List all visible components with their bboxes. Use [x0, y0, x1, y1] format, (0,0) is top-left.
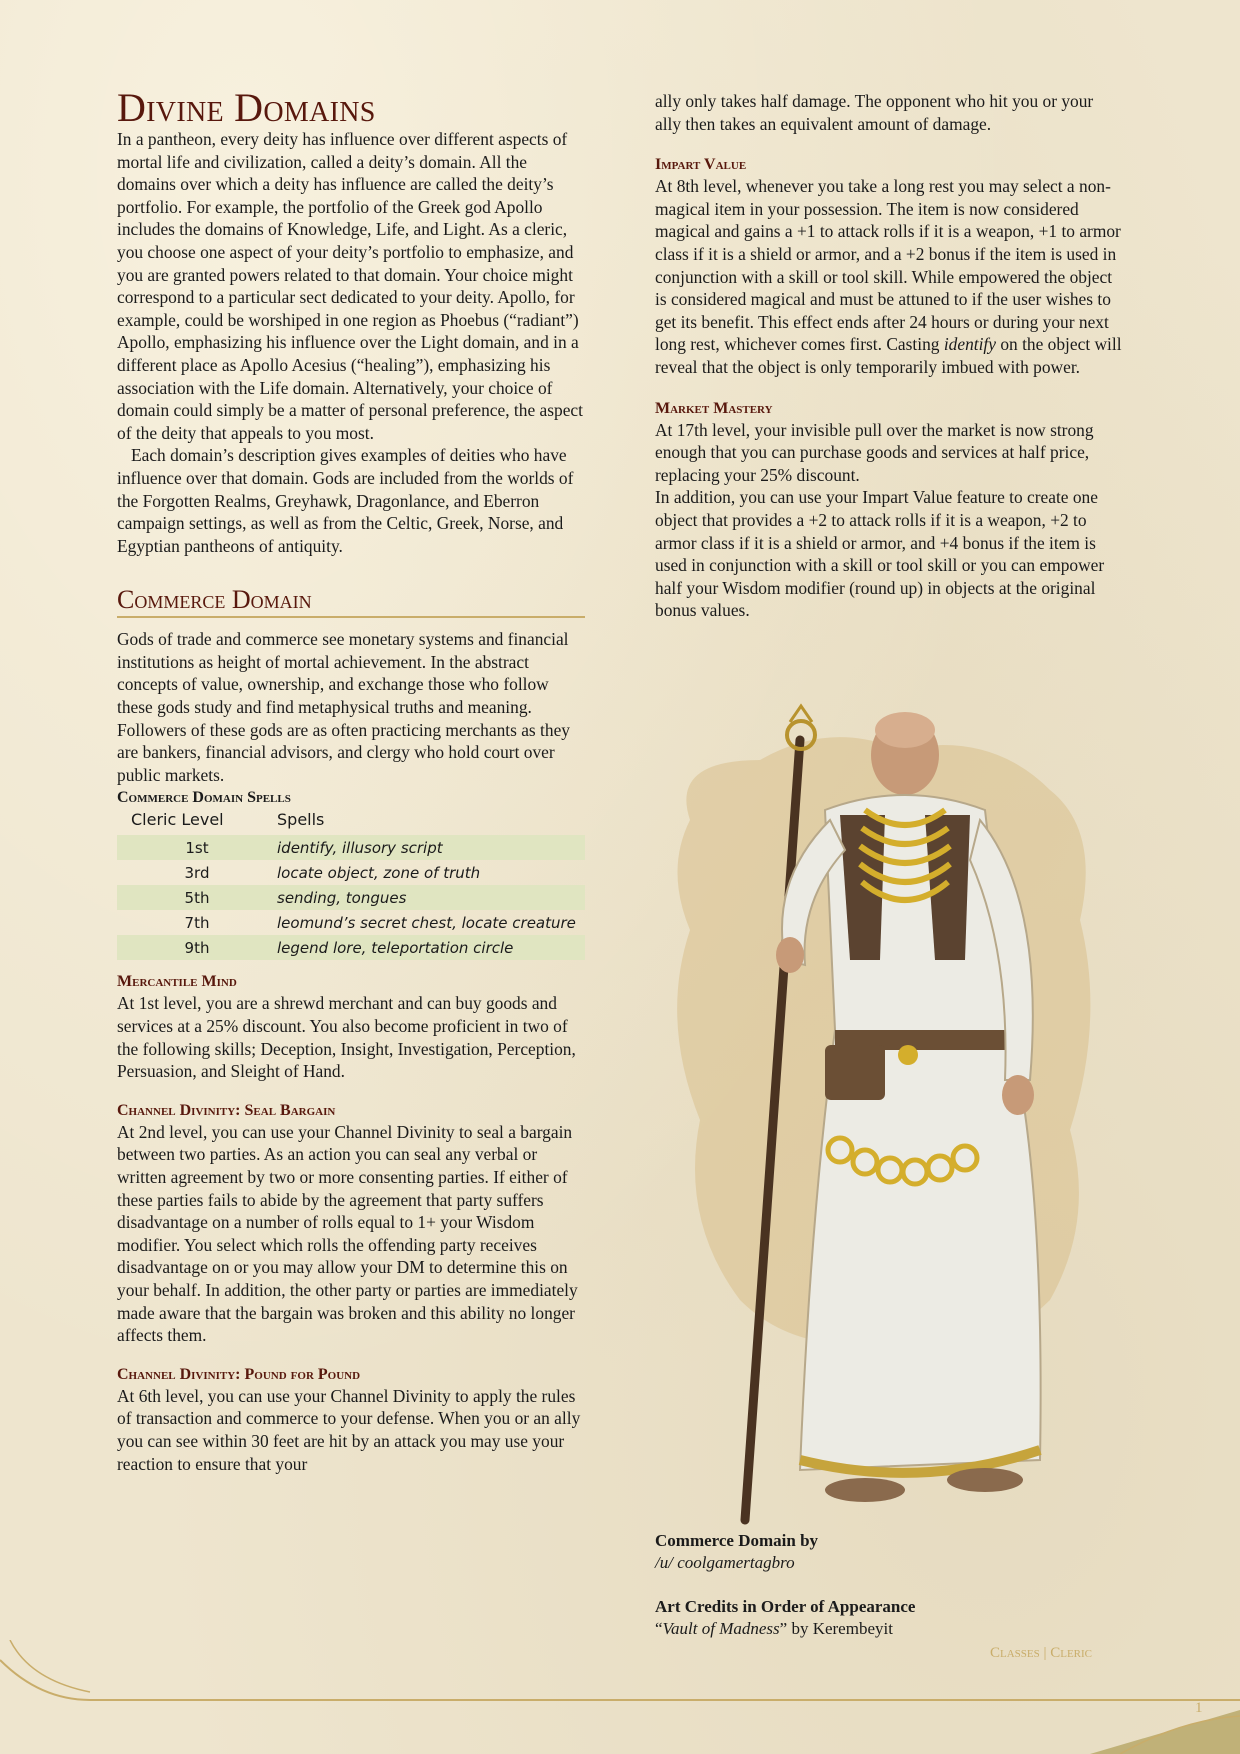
right-column [655, 90, 1123, 622]
intro-paragraph-1: In a pantheon, every deity has influence over different aspects of mortal life and civilization, called a deity’s domain. All the domains over which a deity has influence are called the deity’s portfolio. For example, the portfolio of the Greek god Apollo includes the domains of Knowledge, Life, and Light. As a cleric, you choose one aspect of your deity’s portfolio to emphasize, and you are granted powers related to that domain. Your choice might correspond to a particular sect dedicated to your deity. Apollo, for example, could be worshiped in one region as Phoebus (“radiant”) Apollo, emphasizing his influence over the Light domain, and in a different place as Apollo Acesius (“healing”), emphasizing his association with the Life domain. Alternatively, your choice of domain could simply be a matter of personal preference, the aspect of the deity that appeals to you most. [117, 129, 583, 443]
impart-value-text: At 8th level, whenever you take a long rest you may select a non-magical item in your possession. The item is now considered magical and gains a +1 to attack rolls if it is a weapon, +1 to armor class if it is a shield or armor, and a +2 bonus if the item is used in conjunction with a skill or tool skill. While empowered the object is considered magical and must be attuned to if the user wishes to get its benefit. This effect ends after 24 hours or during your next long rest, whichever comes first. Casting identify on the object will reveal that the object is only temporarily imbued with power. [655, 176, 1122, 377]
pound-for-pound-continued: ally only takes half damage. The opponent who hit you or your ally then takes an equivalent amount of damage. [655, 91, 1094, 134]
footer-section: Classes | Cleric [990, 1645, 1093, 1661]
spells-table-title: Commerce Domain Spells [117, 789, 291, 807]
page-title: Divine Domains [117, 85, 376, 130]
spells-col-level: Cleric Level [131, 810, 224, 830]
cleric-illustration [650, 700, 1110, 1550]
market-mastery-text-1: At 17th level, your invisible pull over the market is now strong enough that you can purchase goods and services at half price, replacing your 25% discount. [655, 419, 1094, 485]
table-row [117, 835, 585, 860]
credits [655, 1530, 1123, 1640]
spell-list: identify, illusory script [277, 835, 585, 860]
pound-for-pound-heading: Channel Divinity: Pound for Pound [117, 1365, 361, 1383]
spell-list: legend lore, teleportation circle [277, 935, 585, 960]
domain-intro: Gods of trade and commerce see monetary systems and financial institutions as height of mortal achievement. In the abstract concepts of value, ownership, and exchange those who follow these gods study and find metaphysical truths and meaning. Followers of these gods are as often practicing merchants as they are bankers, financial advisors, and clergy who hold court over public markets. [117, 629, 570, 785]
table-row [117, 860, 585, 885]
spell-level: 1st [117, 835, 277, 860]
spells-col-spells: Spells [277, 810, 325, 830]
left-column [117, 85, 585, 1475]
page-number: 1 [1195, 1700, 1203, 1716]
spell-level: 9th [117, 935, 277, 960]
table-row [117, 910, 585, 935]
table-row [117, 935, 585, 960]
seal-bargain-text: At 2nd level, you can use your Channel Divinity to seal a bargain between two parties. As an action you can seal any verbal or written agreement by two or more consenting parties. If either of these parties fails to abide by the agreement that party suffers disadvantage on a number of rolls equal to 1+ your Wisdom modifier. You select which rolls the offending party receives disadvantage on or you may allow your DM to determine this on your behalf. In addition, the other party or parties are immediately made aware that the bargain was broken and this ability no longer affects them. [117, 1121, 578, 1346]
domain-credit-label: Commerce Domain by [655, 1531, 819, 1550]
art-credit-work: Vault of Madness [662, 1619, 780, 1638]
market-mastery-heading: Market Mastery [655, 399, 773, 417]
market-mastery-text-2: In addition, you can use your Impart Value feature to create one object that provides a +2 to attack rolls if it is a weapon, +2 to armor class if it is a shield or armor, and +4 bonus if the item is used in conjunction with a skill or tool skill or you can empower half your Wisdom modifier (round up) in objects at the original bonus values. [655, 487, 1105, 621]
identify-spell: identify [943, 334, 996, 355]
spell-list: leomund’s secret chest, locate creature [277, 913, 576, 932]
intro-paragraph-2: Each domain’s description gives examples of deities who have influence over that domain. Gods are included from the worlds of the Forgotten Realms, Greyhawk, Dragonlance, and Eberron campaign settings, as well as from the Celtic, Greek, Norse, and Egyptian pantheons of antiquity. [117, 445, 574, 556]
art-credits-title: Art Credits in Order of Appearance [655, 1597, 916, 1616]
spell-list: locate object, zone of truth [277, 863, 481, 882]
pound-for-pound-text: At 6th level, you can use your Channel Divinity to apply the rules of transaction and commerce to your defense. When you or an ally you can see within 30 feet are hit by an attack you may use your reaction to ensure that your [117, 1385, 581, 1474]
domain-credit-author: /u/ coolgamertagbro [655, 1553, 795, 1572]
mercantile-mind-heading: Mercantile Mind [117, 973, 237, 991]
spells-table [117, 808, 585, 960]
seal-bargain-heading: Channel Divinity: Seal Bargain [117, 1101, 336, 1119]
spell-level: 3rd [184, 863, 210, 882]
impart-value-heading: Impart Value [655, 156, 747, 174]
art-credit-line: “Vault of Madness” by Kerembeyit [655, 1619, 893, 1638]
domain-heading: Commerce Domain [117, 585, 585, 618]
table-row [117, 885, 585, 910]
spell-level: 7th [184, 913, 210, 932]
spell-level: 5th [117, 885, 277, 910]
spell-list: sending, tongues [277, 885, 585, 910]
mercantile-mind-text: At 1st level, you are a shrewd merchant and can buy goods and services at a 25% discount. You also become proficient in two of the following skills; Deception, Insight, Investigation, Perception, Persuasion, and Sleight of Hand. [117, 993, 576, 1082]
